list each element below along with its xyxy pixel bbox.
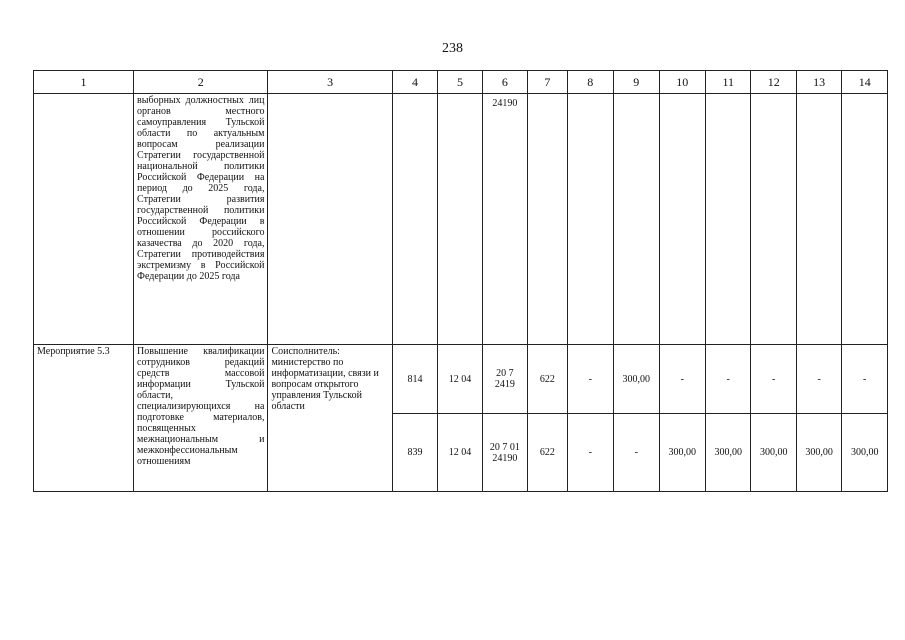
empty-cell — [796, 94, 841, 345]
header-cell: 14 — [842, 71, 888, 94]
amount-cell: - — [567, 345, 613, 414]
empty-cell — [567, 94, 613, 345]
budget-table — [33, 70, 888, 492]
header-cell: 9 — [614, 71, 659, 94]
empty-cell — [268, 94, 392, 345]
header-cell: 8 — [567, 71, 613, 94]
header-cell: 4 — [392, 71, 437, 94]
amount-cell: - — [614, 414, 659, 492]
amount-cell: - — [567, 414, 613, 492]
header-row — [34, 71, 888, 94]
amount-cell: 300,00 — [842, 414, 888, 492]
empty-cell — [842, 94, 888, 345]
empty-cell — [438, 94, 482, 345]
continuation-row — [34, 94, 888, 345]
header-cell: 11 — [705, 71, 750, 94]
amount-cell: - — [842, 345, 888, 414]
kbk-type: 622 — [528, 345, 567, 414]
header-cell: 7 — [528, 71, 567, 94]
empty-cell — [751, 94, 796, 345]
header-cell: 13 — [796, 71, 841, 94]
continuation-code: 24190 — [482, 94, 527, 345]
header-cell: 1 — [34, 71, 134, 94]
amount-cell: 300,00 — [614, 345, 659, 414]
kbk-section: 12 04 — [438, 414, 482, 492]
amount-cell: - — [659, 345, 705, 414]
header-cell: 6 — [482, 71, 527, 94]
amount-cell: 300,00 — [705, 414, 750, 492]
empty-cell — [392, 94, 437, 345]
empty-cell — [705, 94, 750, 345]
continuation-description: выборных должностных лиц органов местного самоуправления Тульской области по актуальным вопросам реализации Стратегии государственной национальной политики Российской Федерации на период до 2025 года, Стратегии развития государственной политики Российской Федерации в отношении российского казачества до 2020 года, Стратегии противодействия экстремизму в Российской Федерации до 2025 года — [134, 94, 268, 345]
empty-cell — [34, 94, 134, 345]
header-cell: 12 — [751, 71, 796, 94]
kbk-type: 622 — [528, 414, 567, 492]
header-cell: 3 — [268, 71, 392, 94]
amount-cell: - — [751, 345, 796, 414]
amount-cell: 300,00 — [751, 414, 796, 492]
activity-executor: Соисполнитель: министерство по информатизации, связи и вопросам открытого управления Тульской области — [268, 345, 392, 492]
kbk-ministry: 839 — [392, 414, 437, 492]
kbk-ministry: 814 — [392, 345, 437, 414]
empty-cell — [659, 94, 705, 345]
page-number: 238 — [442, 41, 463, 56]
amount-cell: - — [705, 345, 750, 414]
activity-name: Мероприятие 5.3 — [34, 345, 134, 492]
amount-cell: - — [796, 345, 841, 414]
header-cell: 10 — [659, 71, 705, 94]
empty-cell — [614, 94, 659, 345]
kbk-section: 12 04 — [438, 345, 482, 414]
activity-description: Повышение квалификации сотрудников редакций средств массовой информации Тульской области, специализирующихся на подготовке материалов, посвященных межнациональным и межконфессиональным отношениям — [134, 345, 268, 492]
kbk-article: 20 7 01 24190 — [482, 414, 527, 492]
header-cell: 5 — [438, 71, 482, 94]
kbk-article: 20 7 2419 — [482, 345, 527, 414]
activity-row — [34, 345, 888, 414]
header-cell: 2 — [134, 71, 268, 94]
empty-cell — [528, 94, 567, 345]
amount-cell: 300,00 — [796, 414, 841, 492]
amount-cell: 300,00 — [659, 414, 705, 492]
